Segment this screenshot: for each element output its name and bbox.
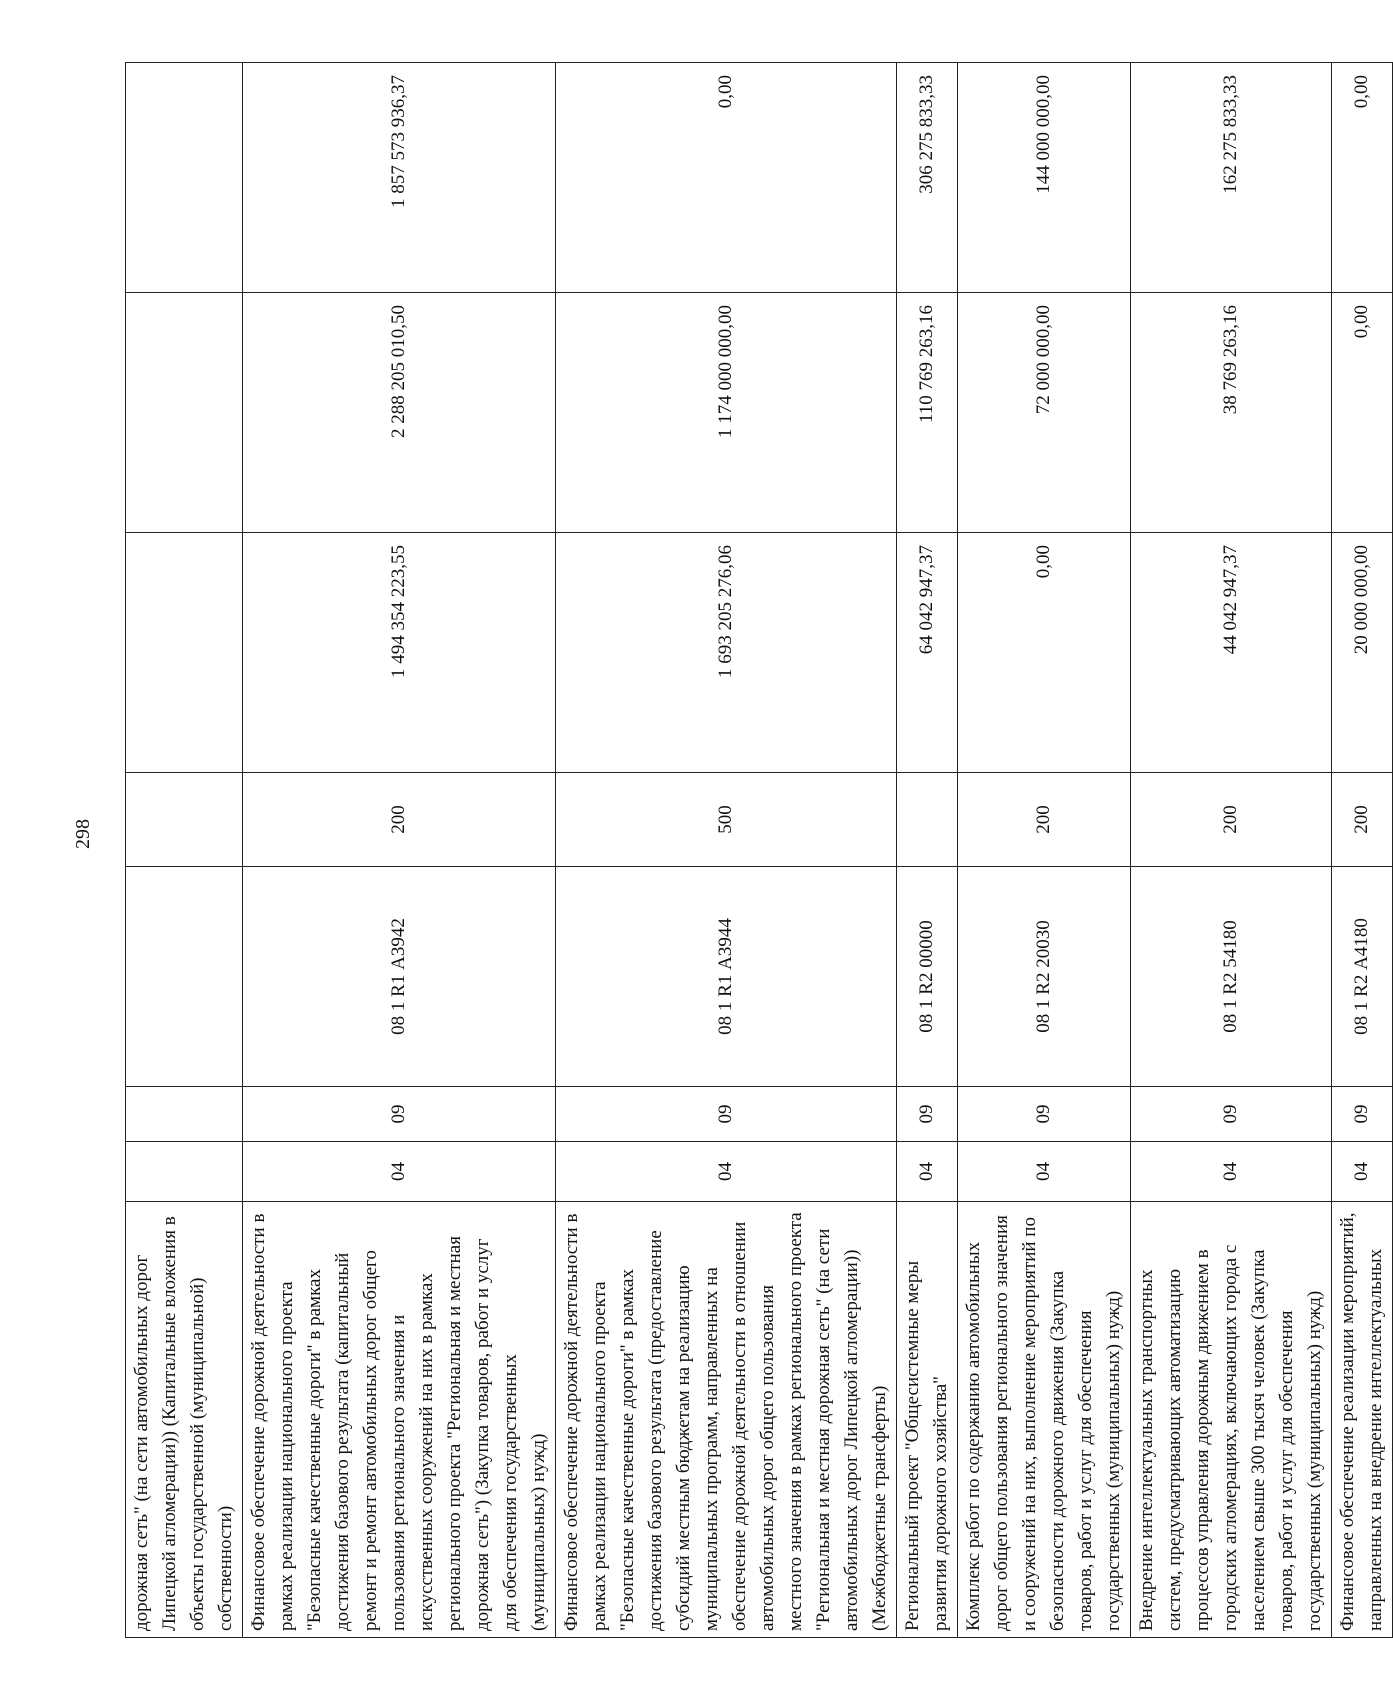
row-value-3: 144 000 000,00 [958, 63, 1131, 293]
row-target-article: 08 1 R2 00000 [897, 867, 958, 1087]
row-value-1: 64 042 947,37 [897, 533, 958, 773]
budget-table [125, 62, 1393, 1638]
table-row [897, 63, 958, 1638]
row-value-1: 1 693 205 276,06 [556, 533, 897, 773]
row-expense-type: 200 [1332, 773, 1393, 867]
row-value-1: 20 000 000,00 [1332, 533, 1393, 773]
row-target-article [126, 867, 243, 1087]
row-expense-type: 500 [556, 773, 897, 867]
row-name: Комплекс работ по содержанию автомобильных дорог общего пользования регионального значения и сооружений на них, выполнение мероприятий по безопасности дорожного движения (Закупка товаров, работ и услуг для обеспечения государственных (муниципальных) нужд) [958, 1202, 1131, 1638]
row-value-3: 306 275 833,33 [897, 63, 958, 293]
row-expense-type: 200 [958, 773, 1131, 867]
row-section: 04 [243, 1142, 556, 1202]
row-value-2: 1 174 000 000,00 [556, 293, 897, 533]
row-section: 04 [897, 1142, 958, 1202]
row-value-3: 1 857 573 936,37 [243, 63, 556, 293]
page-number: 298 [72, 819, 94, 849]
table-row [1131, 63, 1332, 1638]
row-value-2 [126, 293, 243, 533]
row-subsection: 09 [958, 1087, 1131, 1142]
row-expense-type: 200 [243, 773, 556, 867]
row-value-2: 38 769 263,16 [1131, 293, 1332, 533]
row-target-article: 08 1 R2 А4180 [1332, 867, 1393, 1087]
row-section: 04 [1131, 1142, 1332, 1202]
row-subsection [126, 1087, 243, 1142]
row-section: 04 [556, 1142, 897, 1202]
table-row [1332, 63, 1393, 1638]
row-target-article: 08 1 R1 А3942 [243, 867, 556, 1087]
row-name: Финансовое обеспечение дорожной деятельности в рамках реализации национального проекта "Безопасные качественные дороги" в рамках достижения базового результата (капитальный ремонт и ремонт автомобильных дорог общего пользования регионального значения и искусственных сооружений на них в рамках регионального проекта "Региональная и местная дорожная сеть") (Закупка товаров, работ и услуг для обеспечения государственных (муниципальных) нужд) [243, 1202, 556, 1638]
table-row [958, 63, 1131, 1638]
row-value-3: 0,00 [1332, 63, 1393, 293]
table-row [556, 63, 897, 1638]
row-value-3: 0,00 [556, 63, 897, 293]
row-name: Региональный проект "Общесистемные меры развития дорожного хозяйства" [897, 1202, 958, 1638]
row-name: Финансовое обеспечение реализации мероприятий, направленных на внедрение интеллектуальных [1332, 1202, 1393, 1638]
row-subsection: 09 [243, 1087, 556, 1142]
row-subsection: 09 [556, 1087, 897, 1142]
row-expense-type: 200 [1131, 773, 1332, 867]
row-value-1: 1 494 354 223,55 [243, 533, 556, 773]
row-target-article: 08 1 R2 20030 [958, 867, 1131, 1087]
row-target-article: 08 1 R2 54180 [1131, 867, 1332, 1087]
row-name: Финансовое обеспечение дорожной деятельности в рамках реализации национального проекта "Безопасные качественные дороги" в рамках достижения базового результата (предоставление субсидий местным бюджетам на реализацию муниципальных программ, направленных на обеспечение дорожной деятельности в отношении автомобильных дорог общего пользования местного значения в рамках регионального проекта "Региональная и местная дорожная сеть" (на сети автомобильных дорог Липецкой агломерации)) (Межбюджетные трансферты) [556, 1202, 897, 1638]
row-target-article: 08 1 R1 А3944 [556, 867, 897, 1087]
row-value-2: 110 769 263,16 [897, 293, 958, 533]
row-value-2: 2 288 205 010,50 [243, 293, 556, 533]
row-section [126, 1142, 243, 1202]
rotated-table-wrapper [125, 63, 1386, 1638]
table-row [243, 63, 556, 1638]
row-value-3: 162 275 833,33 [1131, 63, 1332, 293]
row-expense-type [126, 773, 243, 867]
row-value-1: 44 042 947,37 [1131, 533, 1332, 773]
row-value-3 [126, 63, 243, 293]
row-value-1 [126, 533, 243, 773]
row-name: дорожная сеть" (на сети автомобильных дорог Липецкой агломерации)) (Капитальные вложения в объекты государственной (муниципальной) собственности) [126, 1202, 243, 1638]
row-section: 04 [958, 1142, 1131, 1202]
row-subsection: 09 [1332, 1087, 1393, 1142]
row-name: Внедрение интеллектуальных транспортных систем, предусматривающих автоматизацию процессов управления дорожным движением в городских агломерациях, включающих города с населением свыше 300 тысяч человек (Закупка товаров, работ и услуг для обеспечения государственных (муниципальных) нужд) [1131, 1202, 1332, 1638]
table-row [126, 63, 243, 1638]
row-section: 04 [1332, 1142, 1393, 1202]
row-expense-type [897, 773, 958, 867]
row-value-2: 72 000 000,00 [958, 293, 1131, 533]
row-subsection: 09 [1131, 1087, 1332, 1142]
row-value-1: 0,00 [958, 533, 1131, 773]
row-value-2: 0,00 [1332, 293, 1393, 533]
row-subsection: 09 [897, 1087, 958, 1142]
